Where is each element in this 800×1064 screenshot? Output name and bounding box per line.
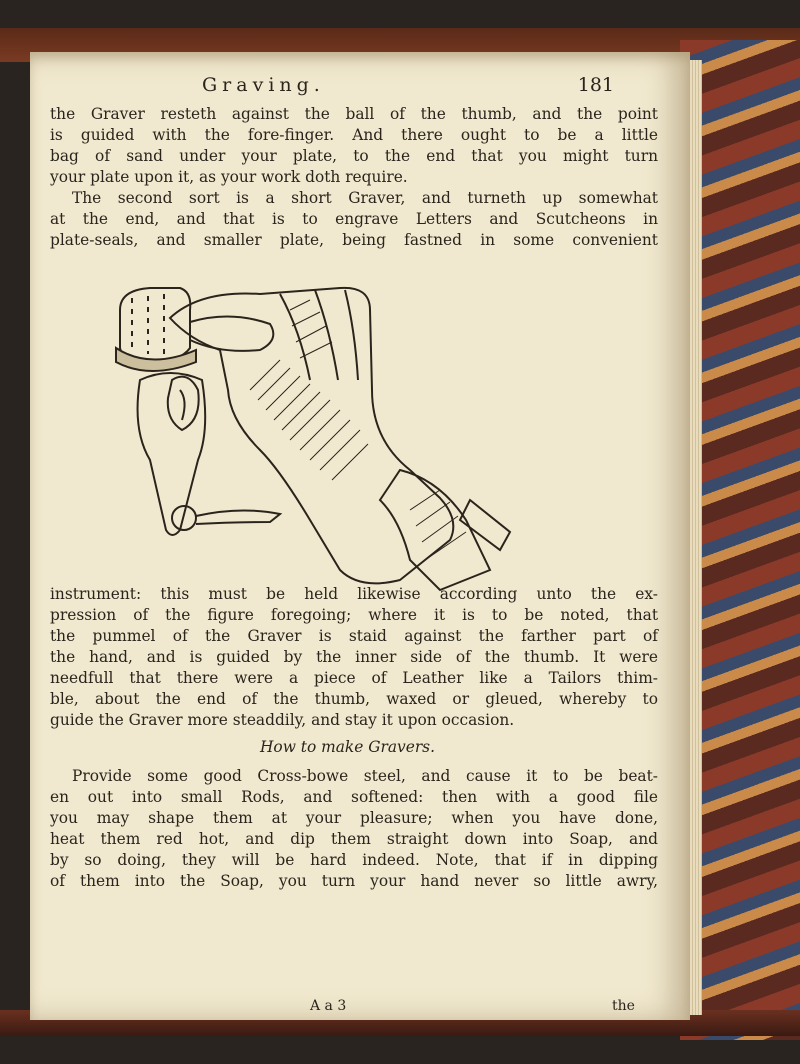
text-line: Provide some good Cross-bowe steel, and cause it to be beat-	[72, 767, 658, 785]
text-line: is guided with the fore-finger. And there ought to be a little	[50, 126, 658, 144]
text-line: the pummel of the Graver is staid against the farther part of	[50, 627, 658, 645]
text-line: heat them red hot, and dip them straight down into Soap, and	[50, 830, 658, 848]
engraving-hand-holding-graver	[110, 270, 540, 600]
page-number: 181	[577, 74, 614, 96]
text-line: the hand, and is guided by the inner side of the thumb. It were	[50, 648, 658, 666]
text-line: by so doing, they will be hard indeed. Note, that if in dipping	[50, 851, 658, 869]
catchword: the	[612, 998, 635, 1014]
text-line: instrument: this must be held likewise according unto the ex-	[50, 585, 658, 603]
paragraph-3	[50, 766, 658, 892]
text-line: your plate upon it, as your work doth require.	[50, 168, 408, 186]
text-line: of them into the Soap, you turn your hand never so little awry,	[50, 872, 658, 890]
paragraph-1	[50, 104, 658, 251]
running-title: Graving.	[202, 74, 325, 96]
signature-mark: A a 3	[310, 998, 347, 1014]
text-line: needfull that there were a piece of Leather like a Tailors thim-	[50, 669, 658, 687]
text-line: ble, about the end of the thumb, waxed or gleued, whereby to	[50, 690, 658, 708]
running-header	[50, 74, 650, 100]
text-line: you may shape them at your pleasure; when you have done,	[50, 809, 658, 827]
text-line: at the end, and that is to engrave Letters and Scutcheons in	[50, 210, 658, 228]
paragraph-2	[50, 584, 658, 731]
section-heading: How to make Gravers.	[260, 738, 435, 756]
text-line: pression of the figure foregoing; where it is to be noted, that	[50, 606, 658, 624]
text-line: en out into small Rods, and softened: then with a good file	[50, 788, 658, 806]
text-line: The second sort is a short Graver, and turneth up somewhat	[72, 189, 658, 207]
text-line: guide the Graver more steaddily, and stay it upon occasion.	[50, 711, 515, 729]
text-line: the Graver resteth against the ball of the thumb, and the point	[50, 105, 658, 123]
text-line: bag of sand under your plate, to the end that you might turn	[50, 147, 658, 165]
text-line: plate-seals, and smaller plate, being fastned in some convenient	[50, 231, 658, 249]
